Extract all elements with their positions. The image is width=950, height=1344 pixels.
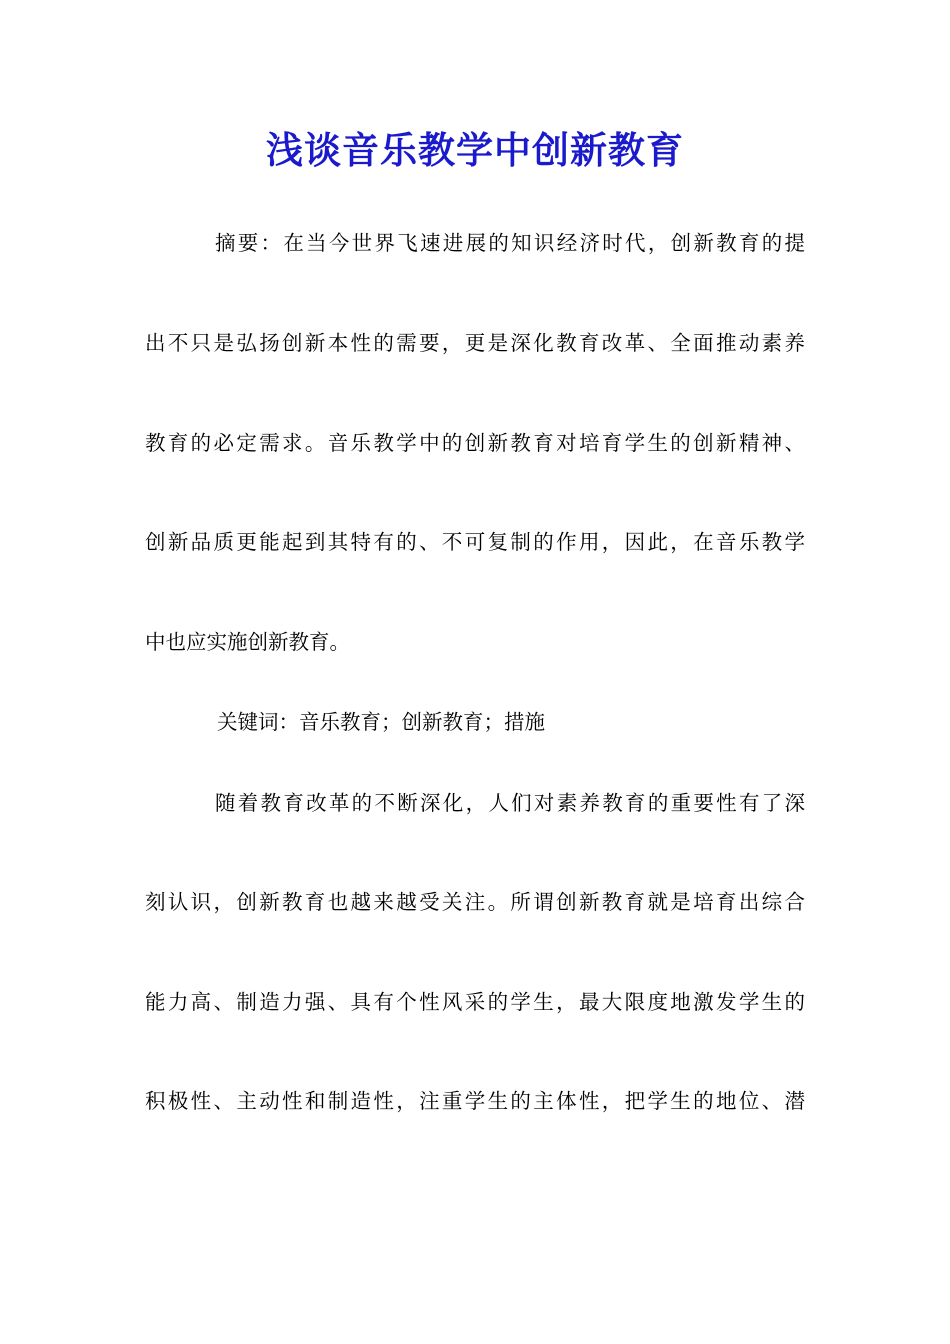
abstract-line: 出不只是弘扬创新本性的需要，更是深化教育改革、全面推动素养	[145, 331, 805, 355]
body-line: 积极性、主动性和制造性，注重学生的主体性，把学生的地位、潜	[145, 1089, 805, 1113]
abstract-line: 中也应实施创新教育。	[145, 630, 350, 654]
abstract-line: 摘要：在当今世界飞速进展的知识经济时代，创新教育的提	[215, 231, 805, 255]
abstract-line: 教育的必定需求。音乐教学中的创新教育对培育学生的创新精神、	[145, 431, 805, 455]
document-title: 浅谈音乐教学中创新教育	[266, 128, 684, 172]
abstract-line: 创新品质更能起到其特有的、不可复制的作用，因此，在音乐教学	[145, 530, 805, 554]
body-line: 刻认识，创新教育也越来越受关注。所谓创新教育就是培育出综合	[145, 890, 805, 914]
keywords-line: 关键词：音乐教育；创新教育；措施	[217, 710, 545, 734]
body-line: 随着教育改革的不断深化，人们对素养教育的重要性有了深	[215, 791, 805, 815]
body-line: 能力高、制造力强、具有个性风采的学生，最大限度地激发学生的	[145, 990, 805, 1014]
